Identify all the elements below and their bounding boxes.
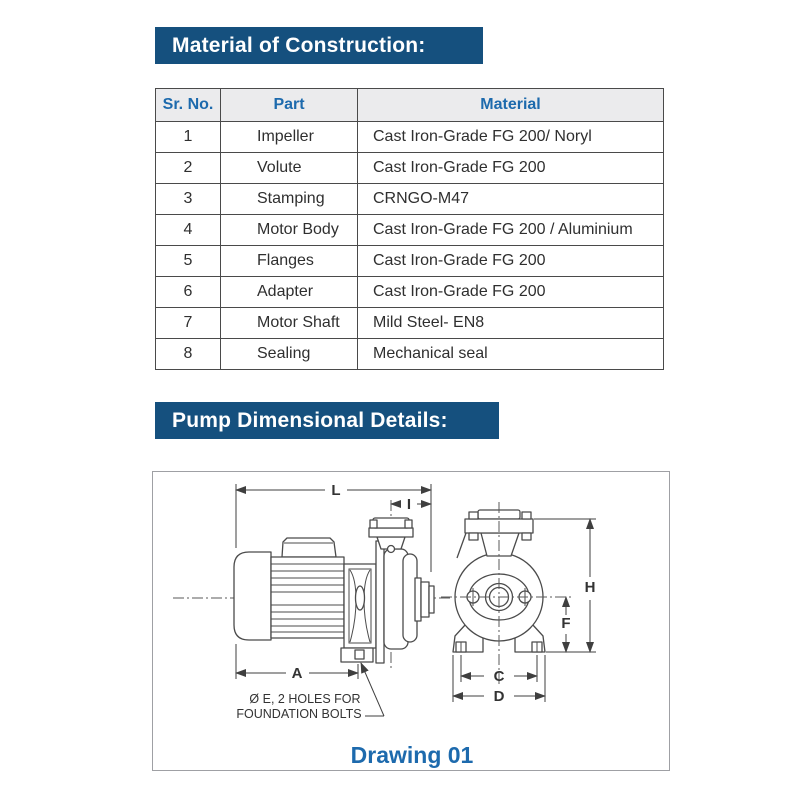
cell-material: Mild Steel- EN8 (358, 308, 664, 339)
cell-sr-no: 8 (156, 339, 221, 370)
cell-part: Flanges (221, 246, 358, 277)
cell-material: Cast Iron-Grade FG 200 / Aluminium (358, 215, 664, 246)
cell-part: Impeller (221, 122, 358, 153)
cell-sr-no: 3 (156, 184, 221, 215)
col-header-material: Material (358, 89, 664, 122)
section-title-pump-dimensional-details (155, 402, 499, 439)
note-line-1: Ø E, 2 HOLES FOR (249, 692, 361, 706)
cell-part: Adapter (221, 277, 358, 308)
dimension-F (561, 597, 570, 652)
table-row (156, 277, 664, 308)
cell-part: Motor Body (221, 215, 358, 246)
dim-label-I: I (406, 496, 412, 513)
note-line-2: FOUNDATION BOLTS (236, 707, 362, 721)
suction-flange-cap (373, 518, 409, 528)
dim-label-A: A (291, 665, 303, 682)
cell-material: Cast Iron-Grade FG 200 (358, 153, 664, 184)
cell-sr-no: 6 (156, 277, 221, 308)
front-suction-neck (481, 533, 519, 556)
dim-label-C: C (493, 668, 505, 685)
cell-sr-no: 4 (156, 215, 221, 246)
cell-sr-no: 1 (156, 122, 221, 153)
table-row (156, 308, 664, 339)
cell-sr-no: 2 (156, 153, 221, 184)
cell-material: Cast Iron-Grade FG 200 (358, 246, 664, 277)
section-title-text: Material of Construction: (172, 33, 426, 57)
dim-label-D: D (493, 688, 505, 705)
section-title-text: Pump Dimensional Details: (172, 408, 448, 432)
drawing-caption: Drawing 01 (350, 742, 474, 768)
dim-label-L: L (331, 482, 341, 499)
material-of-construction-table (155, 88, 664, 370)
cell-sr-no: 5 (156, 246, 221, 277)
suction-flange-plate (369, 528, 413, 537)
table-row (156, 153, 664, 184)
cell-part: Stamping (221, 184, 358, 215)
cell-material: Mechanical seal (358, 339, 664, 370)
table-row (156, 184, 664, 215)
cell-material: Cast Iron-Grade FG 200/ Noryl (358, 122, 664, 153)
table-header-row (156, 89, 664, 122)
cell-part: Sealing (221, 339, 358, 370)
col-header-part: Part (221, 89, 358, 122)
fan-cover (234, 552, 271, 640)
cell-material: Cast Iron-Grade FG 200 (358, 277, 664, 308)
table-row (156, 215, 664, 246)
section-title-material-of-construction (155, 27, 483, 64)
pump-drawing-svg (153, 472, 669, 770)
shaft-seal (356, 586, 365, 610)
dim-label-F: F (561, 615, 571, 632)
foundation-bolt-hole (355, 650, 364, 659)
discharge-flange (415, 578, 421, 621)
pump-dimensional-drawing (152, 471, 670, 771)
table-row (156, 122, 664, 153)
col-header-sr-no: Sr. No. (156, 89, 221, 122)
dimension-A (236, 644, 358, 682)
dimension-H (534, 519, 596, 652)
foundation-bolts-note (236, 663, 384, 721)
cell-part: Volute (221, 153, 358, 184)
cell-sr-no: 7 (156, 308, 221, 339)
volute-back-plate (376, 541, 384, 663)
terminal-box (282, 538, 336, 557)
table-row (156, 339, 664, 370)
dimension-I (391, 496, 431, 513)
dim-label-H: H (584, 579, 596, 596)
cell-material: CRNGO-M47 (358, 184, 664, 215)
cell-part: Motor Shaft (221, 308, 358, 339)
pump-side-view (173, 500, 453, 668)
table-row (156, 246, 664, 277)
